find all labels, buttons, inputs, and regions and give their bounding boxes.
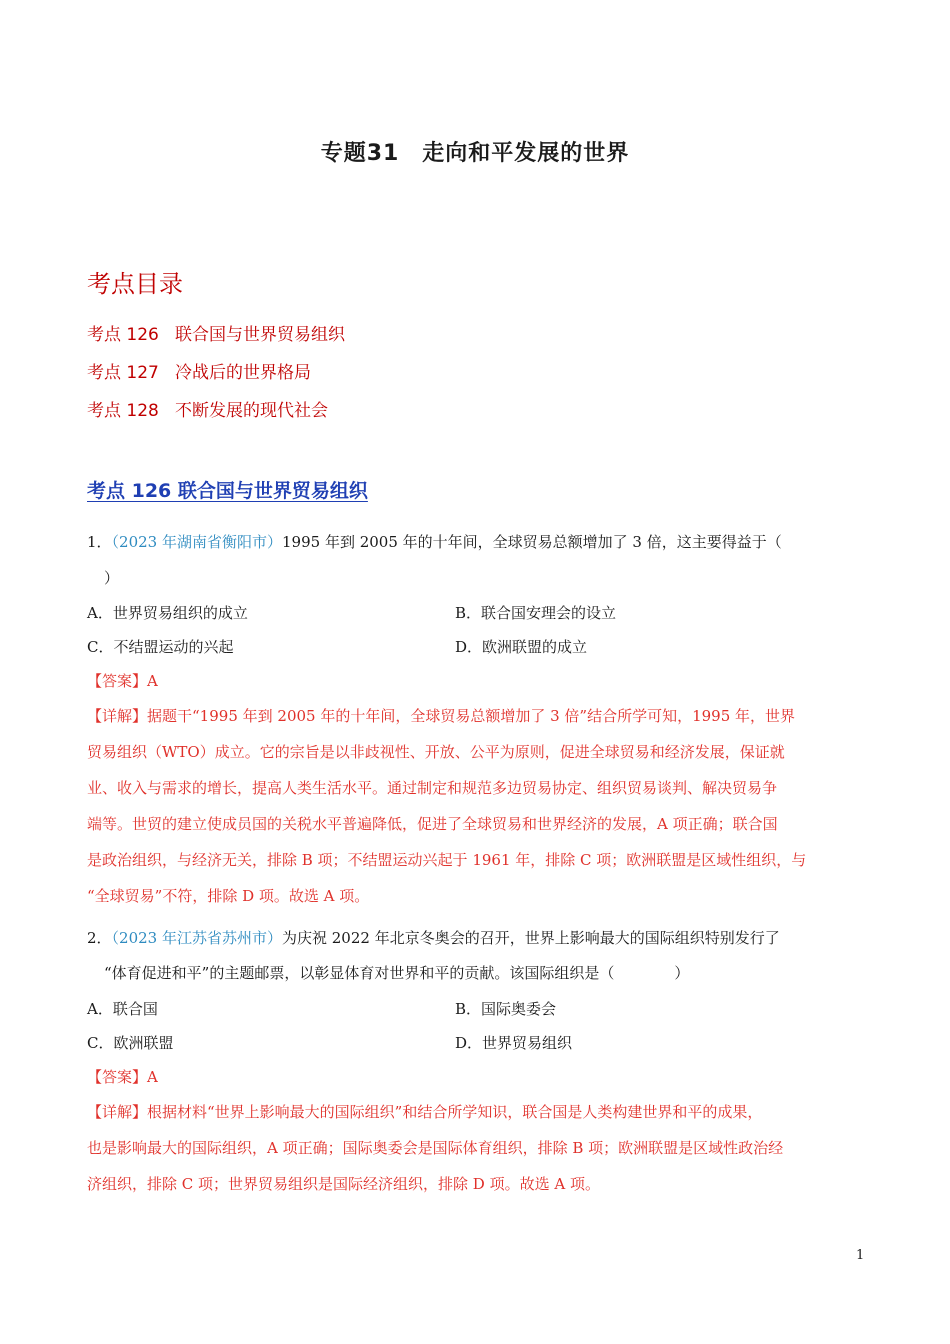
q1-answer: 【答案】A [87, 672, 158, 690]
toc-item-label: 联合国与世界贸易组织 [175, 325, 345, 345]
q2-stem-cont: “体育促进和平”的主题邮票，以彰显体育对世界和平的贡献。该国际组织是（ ） [104, 964, 690, 982]
q2-answer: 【答案】A [87, 1068, 158, 1086]
q1-explanation-line [87, 706, 795, 726]
q2-option-b: B．国际奥委会 [455, 1000, 557, 1018]
q1-source: （2023 年湖南省衡阳市） [111, 533, 282, 551]
q1-explanation-line: 端等。世贸的建立使成员国的关税水平普遍降低，促进了全球贸易和世界经济的发展，A 项正确；联合国 [87, 815, 778, 833]
toc-heading: 考点目录 [87, 270, 183, 298]
q1-option-c: C．不结盟运动的兴起 [87, 638, 234, 656]
q2-explanation-tag: 【详解】 [87, 1103, 148, 1121]
section-heading[interactable]: 考点 126 联合国与世界贸易组织 [87, 480, 368, 502]
q2-option-c: C．欧洲联盟 [87, 1034, 174, 1052]
q1-stem-line [87, 532, 782, 552]
toc-item-128[interactable] [87, 396, 328, 421]
toc-item-label: 冷战后的世界格局 [175, 363, 311, 383]
q1-option-a: A．世界贸易组织的成立 [87, 604, 248, 622]
toc-item-num: 考点 127 [87, 363, 159, 383]
q2-stem-line [87, 928, 780, 948]
q1-explanation-line: “全球贸易”不符，排除 D 项。故选 A 项。 [87, 887, 370, 905]
toc-item-126[interactable] [87, 320, 345, 345]
q1-stem: 1995 年到 2005 年的十年间，全球贸易总额增加了 3 倍，这主要得益于（ [282, 533, 782, 551]
toc-item-label: 不断发展的现代社会 [175, 401, 328, 421]
q1-explanation-tag: 【详解】 [87, 707, 148, 725]
q1-option-d: D．欧洲联盟的成立 [455, 638, 588, 656]
q1-explanation-line: 贸易组织（WTO）成立。它的宗旨是以非歧视性、开放、公平为原则，促进全球贸易和经济发展，保证就 [87, 743, 785, 761]
q2-explanation-text: 根据材料“世界上影响最大的国际组织”和结合所学知识，联合国是人类构建世界和平的成果， [147, 1103, 763, 1121]
q2-explanation-line [87, 1102, 762, 1122]
toc-item-num: 考点 128 [87, 401, 159, 421]
q2-explanation-line: 也是影响最大的国际组织，A 项正确；国际奥委会是国际体育组织，排除 B 项；欧洲联盟是区域性政治经 [87, 1139, 784, 1157]
q1-number: 1． [87, 533, 112, 551]
q2-number: 2． [87, 929, 112, 947]
page-number: 1 [856, 1248, 865, 1263]
q2-explanation-line: 济组织，排除 C 项；世界贸易组织是国际经济组织，排除 D 项。故选 A 项。 [87, 1175, 600, 1193]
q2-option-d: D．世界贸易组织 [455, 1034, 573, 1052]
q1-explanation-line: 业、收入与需求的增长，提高人类生活水平。通过制定和规范多边贸易协定、组织贸易谈判、解决贸易争 [87, 779, 778, 797]
q1-explanation-text: 据题干“1995 年到 2005 年的十年间，全球贸易总额增加了 3 倍”结合所学可知，1995 年，世界 [147, 707, 796, 725]
q2-stem: 为庆祝 2022 年北京冬奥会的召开，世界上影响最大的国际组织特别发行了 [282, 929, 780, 947]
q1-option-b: B．联合国安理会的设立 [455, 604, 617, 622]
q2-source: （2023 年江苏省苏州市） [111, 929, 282, 947]
q2-option-a: A．联合国 [87, 1000, 158, 1018]
toc-item-num: 考点 126 [87, 325, 159, 345]
toc-item-127[interactable] [87, 358, 311, 383]
page-title: 专题31 走向和平发展的世界 [320, 141, 630, 166]
q1-explanation-line: 是政治组织，与经济无关，排除 B 项；不结盟运动兴起于 1961 年，排除 C 项；欧洲联盟是区域性组织，与 [87, 851, 807, 869]
q1-stem-cont: ） [104, 569, 120, 587]
